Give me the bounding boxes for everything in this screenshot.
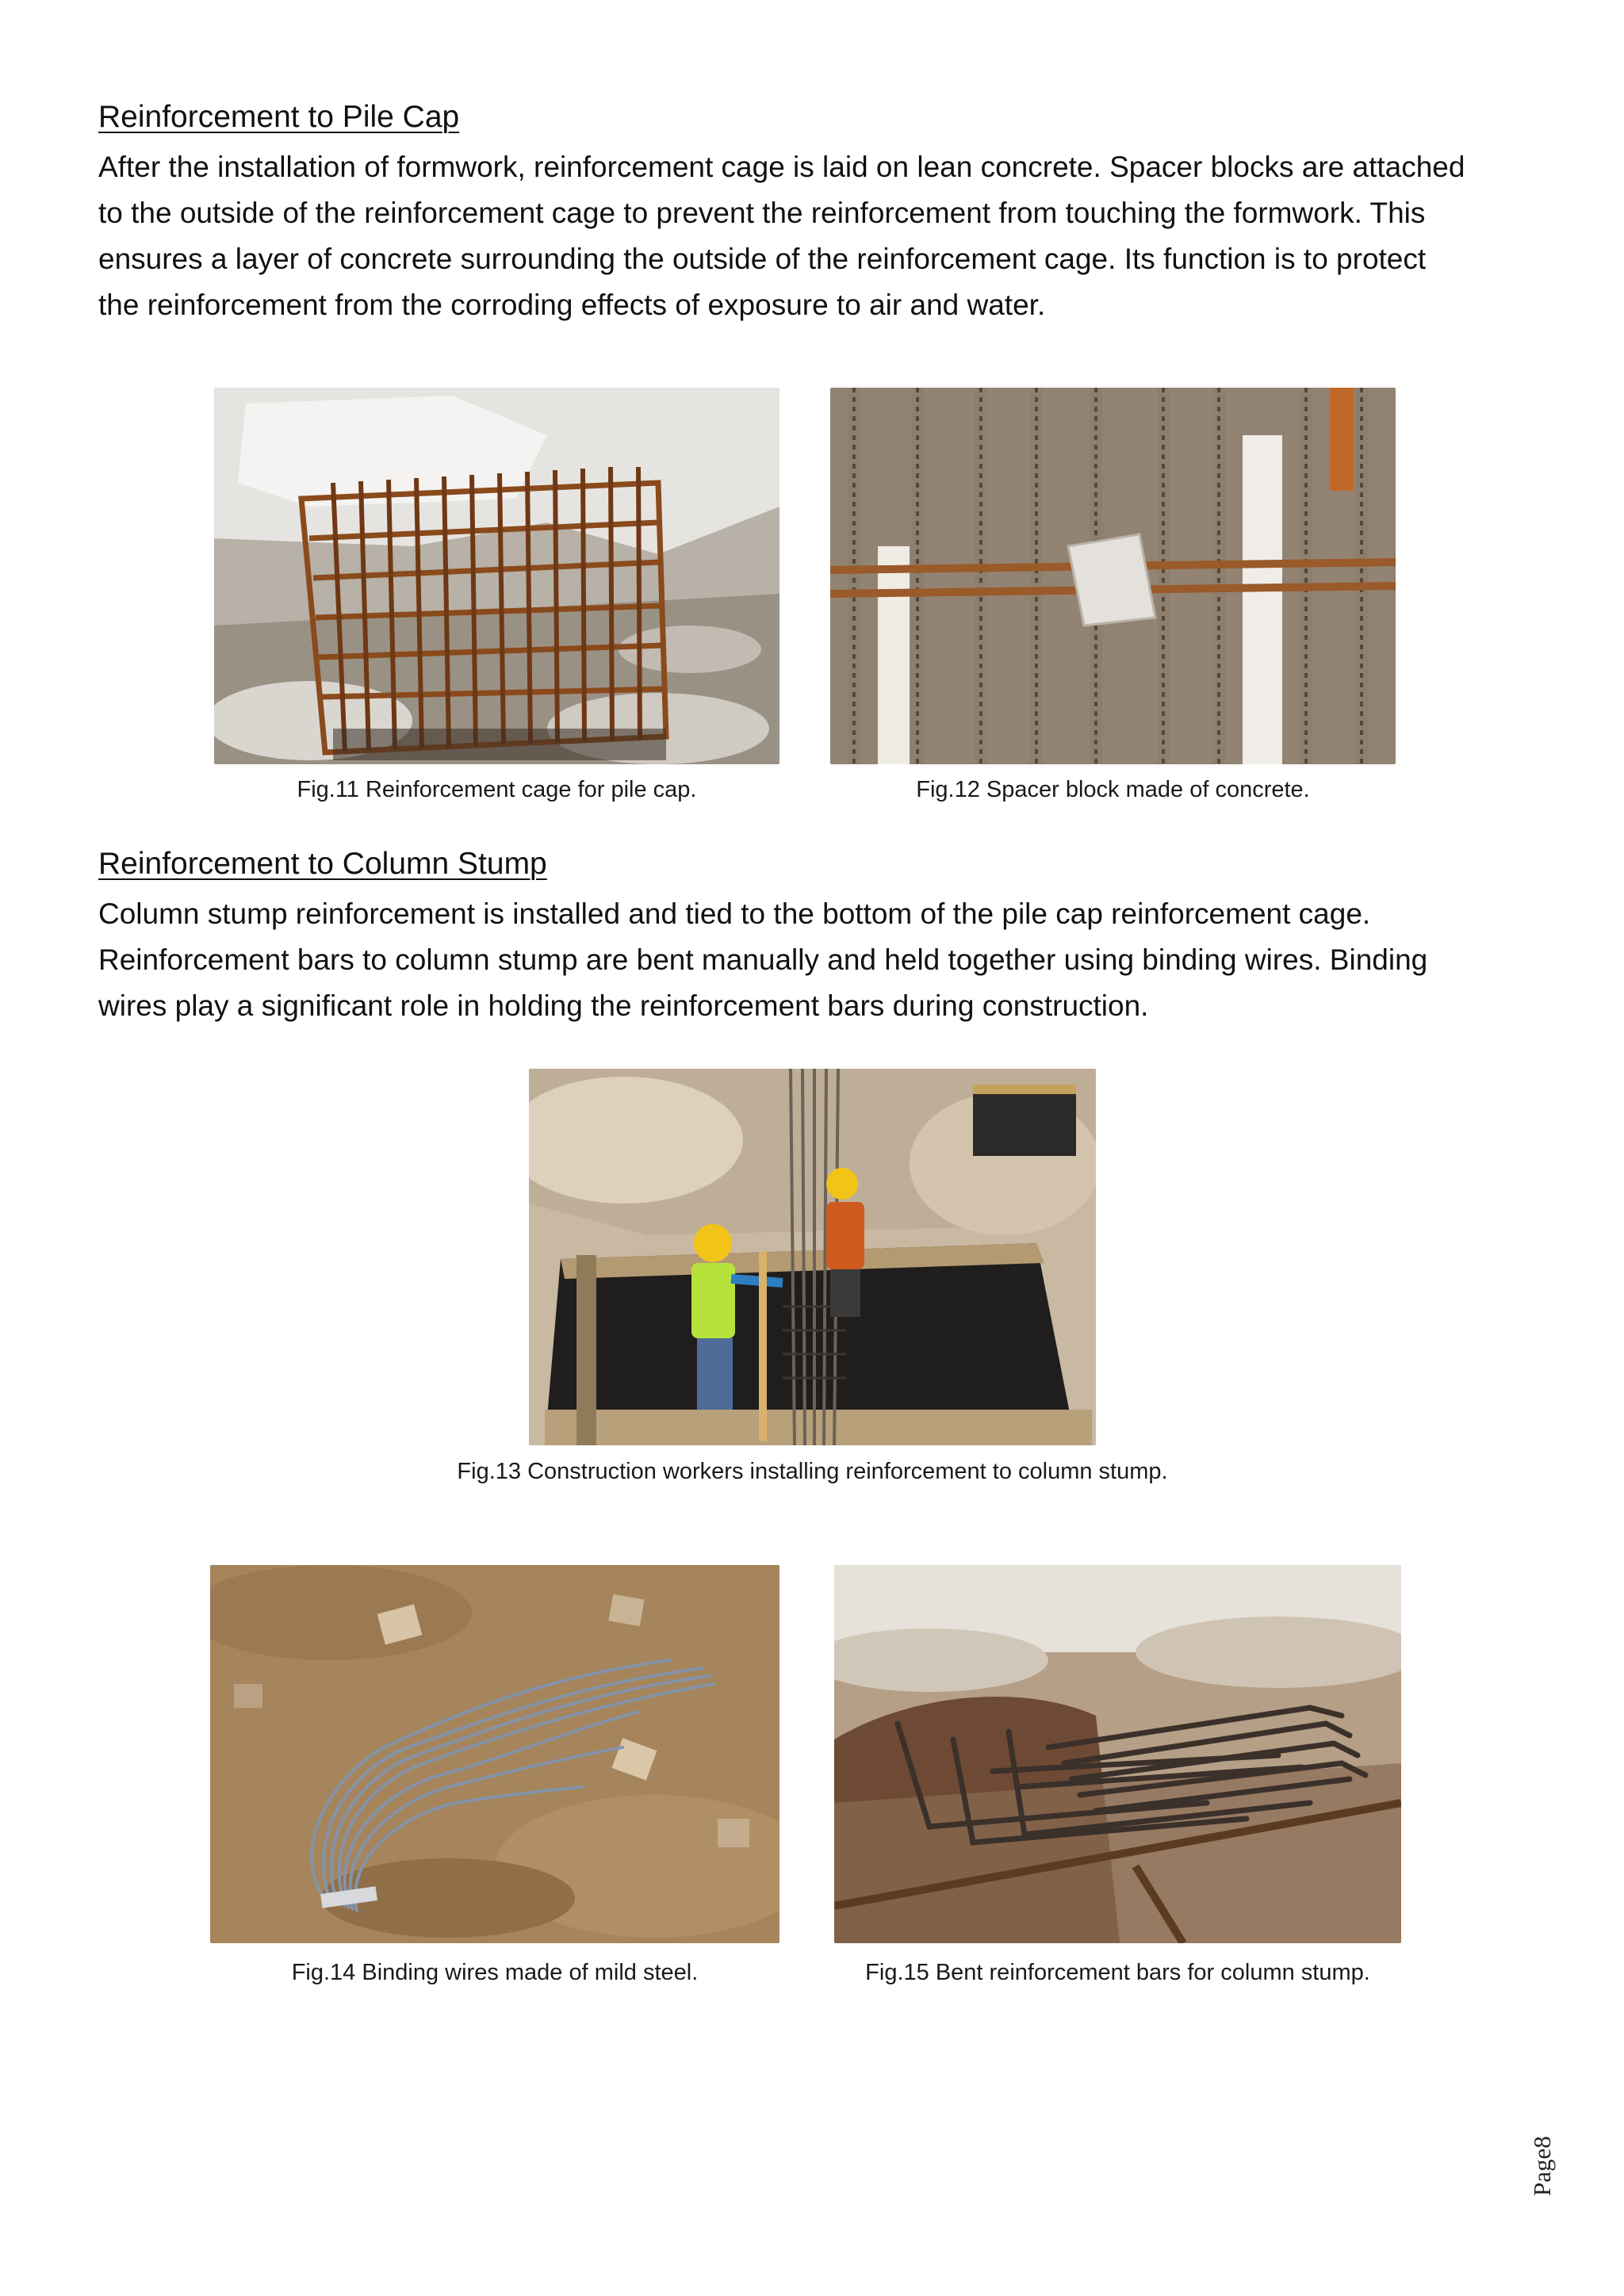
spacer-block-photo [830,388,1396,764]
paragraph-line: Reinforcement bars to column stump are bent manually and held together using binding wires. Binding [98,943,1428,976]
figure-caption: Fig.13 Construction workers installing reinforcement to column stump. [457,1459,1168,1484]
figure-caption: Fig.15 Bent reinforcement bars for column stump. [865,1960,1370,1985]
paragraph-line: to the outside of the reinforcement cage to prevent the reinforcement from touching the formwork. This [98,197,1426,229]
figure-caption: Fig.11 Reinforcement cage for pile cap. [297,777,697,802]
paragraph-pile-cap [98,144,1526,328]
paragraph-column-stump [98,891,1526,1029]
paragraph-line: After the installation of formwork, reinforcement cage is laid on lean concrete. Spacer blocks are attached [98,151,1465,183]
section-heading-pile-cap: Reinforcement to Pile Cap [98,100,460,134]
bent-bars-photo [834,1565,1401,1943]
paragraph-line: the reinforcement from the corroding effects of exposure to air and water. [98,289,1046,321]
paragraph-line: wires play a significant role in holding the reinforcement bars during construction. [98,989,1149,1022]
binding-wires-photo [210,1565,779,1943]
figure-caption: Fig.14 Binding wires made of mild steel. [291,1960,699,1985]
paragraph-line: Column stump reinforcement is installed and tied to the bottom of the pile cap reinforcement cage. [98,897,1371,930]
section-heading-column-stump: Reinforcement to Column Stump [98,847,547,881]
workers-installing-photo [529,1069,1096,1445]
reinforcement-cage-photo [214,388,779,764]
paragraph-line: ensures a layer of concrete surrounding the outside of the reinforcement cage. Its function is to protect [98,243,1427,275]
figure-caption: Fig.12 Spacer block made of concrete. [916,777,1310,802]
page-number: Page8 [1528,2136,1556,2196]
